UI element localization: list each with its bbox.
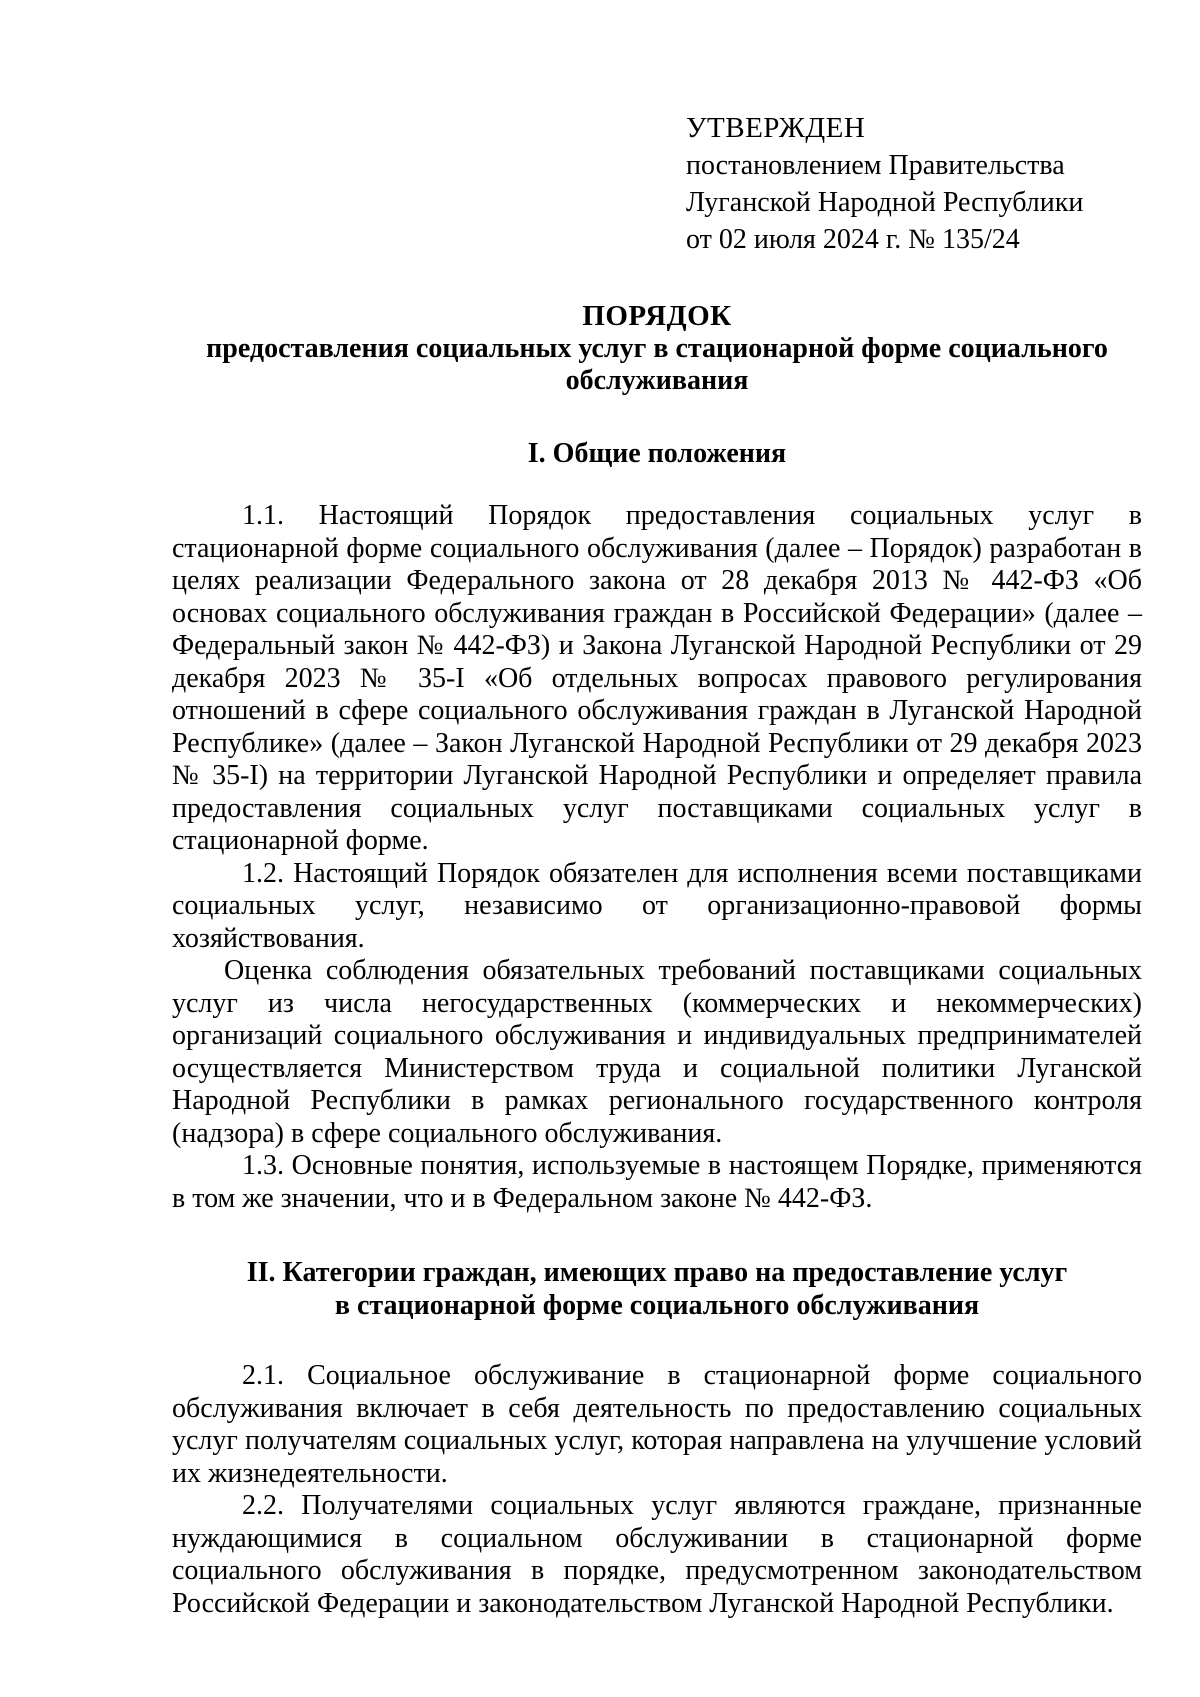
section-2-heading [172,1257,1142,1322]
document-title-block [172,300,1142,398]
section-2-heading-line-2: в стационарной форме социального обслуживания [334,1289,980,1321]
section-1-heading: I. Общие положения [527,437,787,469]
paragraph-1-1: 1.1. Настоящий Порядок предоставления социальных услуг в стационарной форме социального обслуживания (далее – Порядок) разработан в целях реализации Федерального закона от 28 декабря 2013 № 442-ФЗ «Об основах социального обслуживания граждан в Российской Федерации» (далее – Федеральный закон № 442-ФЗ) и Закона Луганской Народной Республики от 29 декабря 2023 № 35-I «Об отдельных вопросах правового регулирования отношений в сфере социального обслуживания граждан в Луганской Народной Республике» (далее – Закон Луганской Народной Республики от 29 декабря 2023 № 35-I) на территории Луганской Народной Республики и определяет правила предоставления социальных услуг поставщиками социальных услуг в стационарной форме. [172,500,1142,856]
paragraph-1-3: 1.3. Основные понятия, используемые в настоящем Порядке, применяются в том же значении, что и в Федеральном законе № 442-ФЗ. [172,1150,1142,1214]
approval-line-1: постановлением Правительства [686,150,1065,181]
approval-stamp-block [686,110,1083,258]
paragraph-2-1: 2.1. Социальное обслуживание в стационарной форме социального обслуживания включает в себя деятельность по предоставлению социальных услуг получателям социальных услуг, которая направлена на улучшение условий их жизнедеятельности. [172,1360,1142,1489]
document-body [172,300,1142,1620]
document-title: ПОРЯДОК [582,300,732,332]
document-subtitle: предоставления социальных услуг в стационарной форме социального обслуживания [206,332,1108,396]
paragraph-2-2: 2.2. Получателями социальных услуг являются граждане, признанные нуждающимися в социальном обслуживании в стационарной форме социального обслуживания в порядке, предусмотренном законодательством Российской Федерации и законодательством Луганской Народной Республики. [172,1490,1142,1619]
approval-heading: УТВЕРЖДЕН [686,112,866,144]
paragraph-1-2-assessment: Оценка соблюдения обязательных требований поставщиками социальных услуг из числа негосударственных (коммерческих и некоммерческих) организаций социального обслуживания и индивидуальных предпринимателей осуществляется Министерством труда и социальной политики Луганской Народной Республики в рамках регионального государственного контроля (надзора) в сфере социального обслуживания. [172,955,1142,1149]
approval-line-3: от 02 июля 2024 г. № 135/24 [686,224,1020,255]
approval-line-2: Луганской Народной Республики [686,187,1084,218]
paragraph-1-2: 1.2. Настоящий Порядок обязателен для исполнения всеми поставщиками социальных услуг, независимо от организационно-правовой формы хозяйствования. [172,857,1142,954]
section-2-heading-line-1: II. Категории граждан, имеющих право на предоставление услуг [246,1257,1068,1288]
